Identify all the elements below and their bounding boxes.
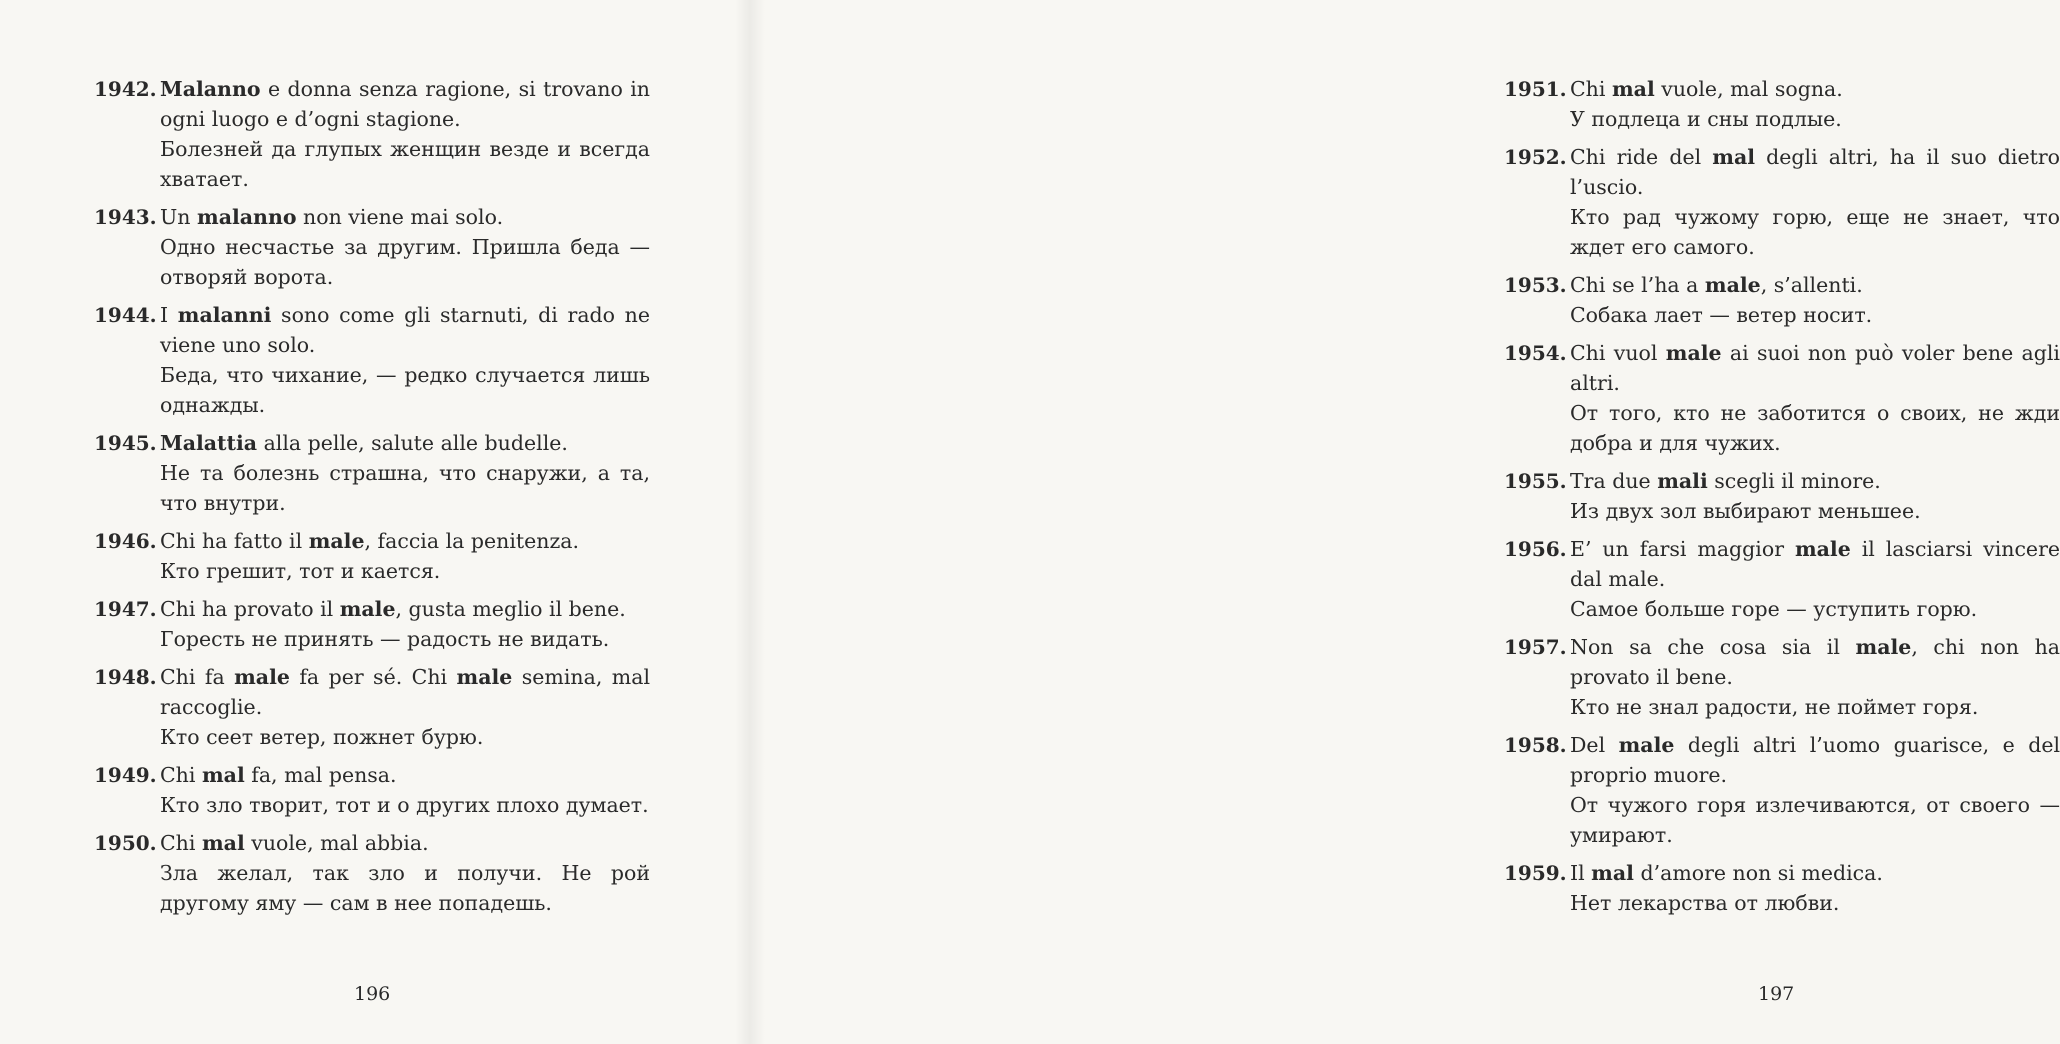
proverb-text: scegli il minore. [1707,469,1881,493]
proverb-number: 1950. [94,831,157,855]
proverb-russian: Кто грешит, тот и кается. [160,559,441,583]
proverb-number: 1946. [94,529,157,553]
proverb-italian [160,760,650,790]
proverb-text: Chi fa [160,665,235,689]
proverb-text: , faccia la penitenza. [364,529,580,553]
proverb-number: 1953. [1504,273,1567,297]
proverb-italian [1570,466,2060,496]
proverb-keyword: Malattia [160,431,258,455]
proverb-text: Chi se l’ha a [1570,273,1705,297]
proverb-entry [1504,270,2060,330]
proverb-text: Chi ha fatto il [160,529,309,553]
proverb-italian [1570,270,2060,300]
proverb-text: fa per sé. Chi [289,665,457,689]
proverb-text: Tra due [1570,469,1658,493]
proverb-italian [1570,142,2060,202]
proverb-russian: Одно несчастье за другим. Пришла беда — отворяй ворота. [160,235,650,289]
proverb-keyword: male [1855,635,1912,659]
proverb-keyword: male [1704,273,1761,297]
proverb-text: Chi [160,763,202,787]
proverb-italian [160,202,650,232]
proverb-text: e donna senza ragione, si trovano in ogni luogo e d’ogni stagione. [160,77,650,131]
proverb-entry [94,526,650,586]
proverb-keyword: male [1665,341,1722,365]
proverb-entry [94,594,650,654]
proverb-russian: Собака лает — ветер носит. [1570,303,1873,327]
proverb-text: sono come gli starnuti, di rado ne viene uno solo. [160,303,650,357]
proverb-keyword: male [1794,537,1851,561]
proverb-russian: Горесть не принять — радость не видать. [160,627,610,651]
proverb-number: 1944. [94,303,157,327]
proverb-italian [1570,74,2060,104]
proverb-italian [1570,632,2060,692]
proverb-number: 1942. [94,77,157,101]
proverb-number: 1957. [1504,635,1567,659]
proverb-keyword: malanni [177,303,272,327]
proverb-entry [94,74,650,194]
proverb-text: Un [160,205,197,229]
proverb-keyword: male [339,597,396,621]
proverb-russian: От чужого горя излечиваются, от своего — умирают. [1570,793,2060,847]
proverb-text: ai suoi non può voler bene agli altri. [1570,341,2060,395]
proverb-keyword: mal [1591,861,1634,885]
proverb-entry [1504,74,2060,134]
proverb-entry [94,428,650,518]
proverb-russian: Из двух зол выбирают меньшее. [1570,499,1921,523]
proverb-russian: Кто зло творит, тот и о других плохо думает. [160,793,649,817]
proverb-keyword: malanno [197,205,297,229]
proverb-number: 1943. [94,205,157,229]
proverb-russian: Кто рад чужому горю, еще не знает, что ждет его самого. [1570,205,2060,259]
proverb-keyword: male [456,665,513,689]
proverb-text: I [160,303,178,327]
proverb-text: E’ un farsi maggior [1570,537,1795,561]
proverb-russian: Не та болезнь страшна, что снаружи, а та, что внутри. [160,461,650,515]
proverb-text: degli altri, ha il suo dietro l’uscio. [1570,145,2060,199]
proverb-italian [160,662,650,722]
proverb-text: Del [1570,733,1619,757]
proverb-russian: Нет лекарства от любви. [1570,891,1840,915]
left-entries [94,74,650,926]
proverb-text: d’amore non si medica. [1633,861,1883,885]
proverb-text: Chi [1570,77,1612,101]
proverb-italian [160,300,650,360]
proverb-text: , gusta meglio il bene. [395,597,626,621]
proverb-text: fa, mal pensa. [244,763,397,787]
proverb-entry [94,760,650,820]
proverb-italian [160,428,650,458]
proverb-text: Chi [160,831,202,855]
proverb-keyword: mali [1657,469,1708,493]
proverb-text: Non sa che cosa sia il [1570,635,1856,659]
proverb-entry [94,828,650,918]
proverb-entry [94,300,650,420]
proverb-keyword: mal [201,831,245,855]
left-page [0,0,750,1044]
proverb-entry [1504,632,2060,722]
proverb-text: Il [1570,861,1592,885]
proverb-entry [94,202,650,292]
proverb-keyword: male [308,529,365,553]
proverb-keyword: male [234,665,290,689]
proverb-keyword: mal [1712,145,1756,169]
proverb-number: 1948. [94,665,157,689]
proverb-italian [1570,338,2060,398]
proverb-number: 1955. [1504,469,1567,493]
proverb-text: vuole, mal sogna. [1654,77,1843,101]
proverb-entry [94,662,650,752]
proverb-number: 1958. [1504,733,1567,757]
proverb-text: , s’allenti. [1760,273,1863,297]
proverb-text: Chi ride del [1570,145,1713,169]
proverb-number: 1956. [1504,537,1567,561]
book-gutter [735,0,765,1044]
proverb-russian: Кто сеет ветер, пожнет бурю. [160,725,484,749]
proverb-number: 1949. [94,763,157,787]
proverb-entry [1504,338,2060,458]
proverb-entry [1504,466,2060,526]
proverb-text: alla pelle, salute alle budelle. [257,431,568,455]
proverb-russian: У подлеца и сны подлые. [1570,107,1842,131]
proverb-entry [1504,142,2060,262]
proverb-number: 1952. [1504,145,1567,169]
proverb-number: 1947. [94,597,157,621]
proverb-entry [1504,730,2060,850]
proverb-text: non viene mai solo. [296,205,504,229]
proverb-italian [160,526,650,556]
proverb-italian [1570,534,2060,594]
proverb-text: Chi vuol [1570,341,1666,365]
proverb-keyword: mal [201,763,245,787]
proverb-italian [160,594,650,624]
proverb-keyword: Malanno [160,77,261,101]
proverb-russian: Самое больше горе — уступить горю. [1570,597,1978,621]
proverb-number: 1954. [1504,341,1567,365]
right-entries [1504,74,2060,926]
proverb-italian [1570,730,2060,790]
proverb-italian [1570,858,2060,888]
proverb-russian: Болезней да глупых женщин везде и всегда хватает. [160,137,650,191]
proverb-italian [160,74,650,134]
proverb-number: 1959. [1504,861,1567,885]
proverb-russian: Беда, что чихание, — редко случается лишь однажды. [160,363,650,417]
proverb-russian: От того, кто не заботится о своих, не жди добра и для чужих. [1570,401,2060,455]
proverb-russian: Зла желал, так зло и получи. Не рой другому яму — сам в нее попадешь. [160,861,650,915]
page-number-right: 197 [1758,983,1795,1005]
proverb-text: , chi non ha provato il bene. [1570,635,2060,689]
proverb-entry [1504,858,2060,918]
proverb-number: 1951. [1504,77,1567,101]
page-number-left: 196 [354,983,391,1005]
proverb-text: il lasciarsi vincere dal male. [1570,537,2060,591]
proverb-text: degli altri l’uomo guarisce, e del proprio muore. [1570,733,2060,787]
proverb-keyword: mal [1611,77,1655,101]
proverb-russian: Кто не знал радости, не поймет горя. [1570,695,1979,719]
proverb-italian [160,828,650,858]
proverb-text: semina, mal raccoglie. [160,665,650,719]
proverb-number: 1945. [94,431,157,455]
proverb-text: vuole, mal abbia. [244,831,429,855]
proverb-text: Chi ha provato il [160,597,340,621]
right-page [750,0,2060,1044]
proverb-entry [1504,534,2060,624]
proverb-keyword: male [1618,733,1675,757]
